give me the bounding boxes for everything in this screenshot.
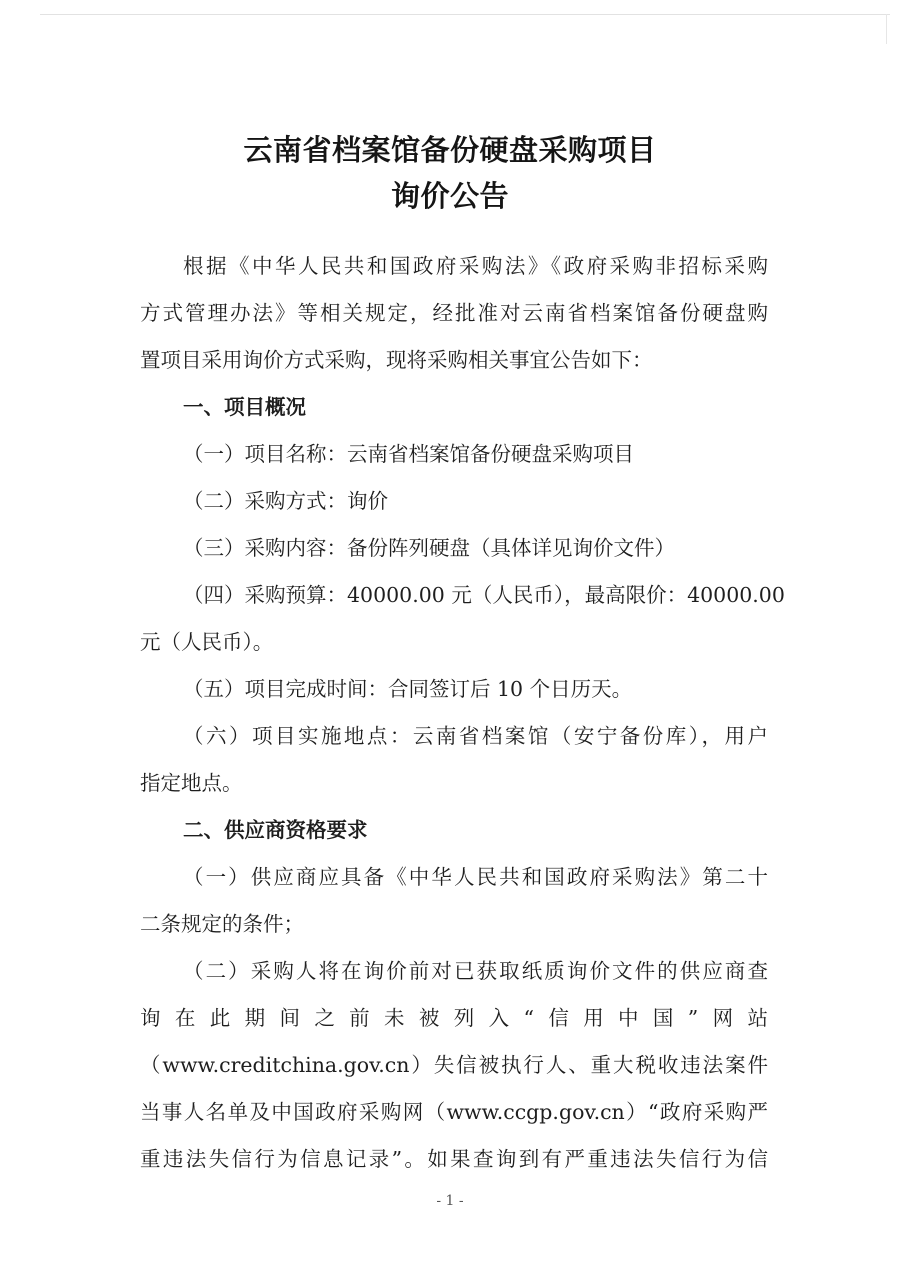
list-item-continuation: 元（人民币）。 [140, 630, 274, 654]
list-item: （六）项目实施地点：云南省档案馆（安宁备份库），用户 [183, 724, 768, 748]
section-heading: 一、项目概况 [183, 395, 306, 419]
list-item-continuation: 询在此期间之前未被列入“信用中国”网站 [140, 1006, 768, 1030]
list-item-continuation: 指定地点。 [140, 771, 243, 795]
list-item: （五）项目完成时间：合同签订后 10 个日历天。 [183, 677, 633, 701]
document-subtitle: 询价公告 [390, 179, 509, 213]
list-item: （二）采购人将在询价前对已获取纸质询价文件的供应商查 [183, 959, 768, 983]
page-number: - 1 - [436, 1193, 464, 1209]
list-item: （一）项目名称：云南省档案馆备份硬盘采购项目 [183, 442, 634, 466]
list-item: （一）供应商应具备《中华人民共和国政府采购法》第二十 [183, 865, 768, 889]
intro-paragraph-line: 根据《中华人民共和国政府采购法》《政府采购非招标采购 [183, 254, 768, 278]
list-item-continuation: 重违法失信行为信息记录”。如果查询到有严重违法失信行为信 [140, 1147, 768, 1171]
list-item: （二）采购方式：询价 [183, 489, 388, 513]
list-item: （三）采购内容：备份阵列硬盘（具体详见询价文件） [183, 536, 675, 560]
list-item-continuation: 当事人名单及中国政府采购网（www.ccgp.gov.cn）“政府采购严 [140, 1100, 768, 1124]
list-item-continuation: 二条规定的条件； [140, 912, 304, 936]
scan-edge [886, 14, 887, 44]
scan-edge [40, 14, 890, 15]
list-item: （四）采购预算：40000.00 元（人民币），最高限价：40000.00 [183, 583, 785, 607]
list-item-continuation: （www.creditchina.gov.cn）失信被执行人、重大税收违法案件 [140, 1053, 768, 1077]
intro-paragraph-line: 置项目采用询价方式采购，现将采购相关事宜公告如下： [140, 348, 653, 372]
intro-paragraph-line: 方式管理办法》等相关规定，经批准对云南省档案馆备份硬盘购 [140, 301, 768, 325]
document-title: 云南省档案馆备份硬盘采购项目 [243, 133, 657, 167]
section-heading: 二、供应商资格要求 [183, 818, 368, 842]
